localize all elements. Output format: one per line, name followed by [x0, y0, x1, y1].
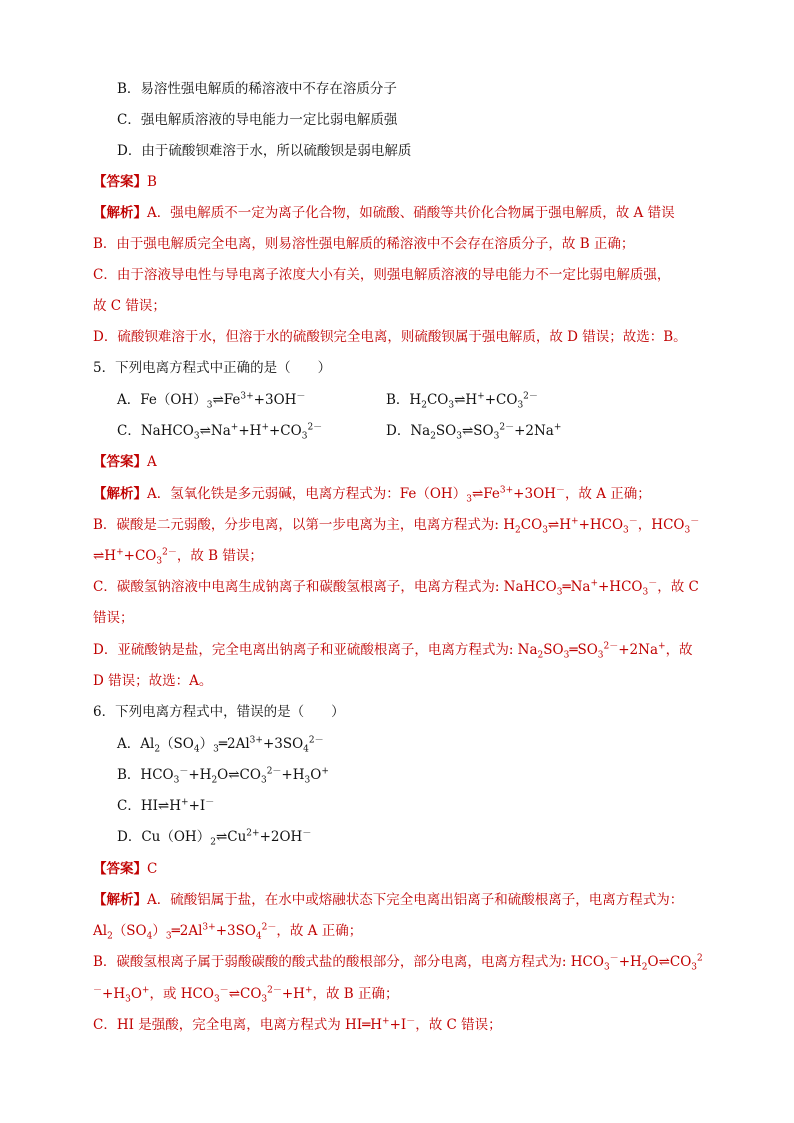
answer-value: C	[147, 861, 158, 877]
q5-analysis-line: B．碳酸是二元弱酸，分步电离，以第一步电离为主，电离方程式为: $H_2CO_3\rightleftharpoons H^++HCO_3^-$，$HCO_3^-$	[93, 516, 700, 536]
q6-analysis-line: C．HI 是强酸，完全电离，电离方程式为 HI═H++I－，故 C 错误；	[93, 1016, 502, 1033]
q6-answer	[93, 860, 157, 878]
q6-option-c: C．HI⇌H++I－	[117, 797, 215, 814]
q5-analysis-line: 【解析】A．氢氧化铁是多元弱碱，电离方程式为：$Fe(OH)_3\rightleftharpoons Fe^{3+}+3OH^-$，故 A 正确；	[93, 485, 651, 505]
q6-analysis-line: $^-+H_3O^+$，或 $HCO_3^-\rightleftharpoons CO_3^{2-}+H^+$，故 B 正确；	[93, 985, 399, 1005]
q5-option-d: D．$Na_2SO_3\rightleftharpoons SO_3^{2-}+2Na^+$	[386, 422, 562, 442]
q5-stem: 5．下列电离方程式中正确的是（ ）	[93, 360, 332, 376]
q5-analysis-line: D 错误；故选：A。	[93, 673, 213, 689]
q4-analysis-line: 故 C 错误；	[93, 298, 166, 314]
answer-tag: 【答案】	[93, 861, 147, 877]
analysis-tag: 【解析】	[93, 486, 147, 502]
q6-analysis-line: B．碳酸氢根离子属于弱酸碳酸的酸式盐的酸根部分，部分电离，电离方程式为: $HCO_3^-+H_2O\rightleftharpoons CO_3^2$	[93, 953, 703, 973]
q4-analysis-line: D．硫酸钡难溶于水，但溶于水的硫酸钡完全电离，则硫酸钡属于强电解质，故 D 错误；故选：B。	[93, 329, 687, 345]
q5-analysis-line: $\rightleftharpoons H^++CO_3^{2-}$，故 B 错误；	[93, 547, 263, 567]
q4-option-d: D．由于硫酸钡难溶于水，所以硫酸钡是弱电解质	[117, 143, 412, 159]
q4-answer	[93, 173, 157, 191]
answer-value: B	[147, 174, 157, 190]
answer-tag: 【答案】	[93, 454, 147, 470]
q5-option-b: B．$H_2CO_3\rightleftharpoons H^++CO_3^{2-}$	[386, 391, 538, 411]
q4-analysis-line: B．由于强电解质完全电离，则易溶性强电解质的稀溶液中不会存在溶质分子，故 B 正确；	[93, 236, 635, 252]
q4-option-c: C．强电解质溶液的导电能力一定比弱电解质强	[117, 112, 398, 128]
q6-analysis-line: $Al_2(SO_4)_3═2Al^{3+}+3SO_4^{2-}$，故 A 正确；	[93, 922, 363, 942]
q5-analysis-line: C．碳酸氢钠溶液中电离生成钠离子和碳酸氢根离子，电离方程式为: $NaHCO_3═Na^++HCO_3^-$，故 C	[93, 578, 699, 598]
q6-option-b: B．$HCO_3^-+H_2O\rightleftharpoons CO_3^{2-}+H_3O^+$	[117, 766, 329, 786]
q6-option-a: A．$Al_2(SO_4)_3═2Al^{3+}+3SO_4^{2-}$	[117, 735, 324, 755]
q4-analysis-line	[93, 204, 675, 222]
q6-analysis-line: 【解析】A．硫酸铝属于盐，在水中或熔融状态下完全电离出铝离子和硫酸根离子，电离方程式为：	[93, 892, 684, 908]
q5-analysis-line: D．亚硫酸钠是盐，完全电离出钠离子和亚硫酸根离子，电离方程式为: $Na_2SO_3═SO_3^{2-}+2Na^+$，故	[93, 641, 693, 661]
analysis-text: A．强电解质不一定为离子化合物，如硫酸、硝酸等共价化合物属于强电解质，故 A 错误	[147, 205, 675, 221]
answer-value: A	[147, 454, 157, 470]
q6-stem: 6．下列电离方程式中，错误的是（ ）	[93, 704, 345, 720]
q5-option-a: A．$Fe(OH)_3\rightleftharpoons Fe^{3+}+3OH^-$	[117, 391, 306, 411]
q6-option-d: D．$Cu(OH)_2\rightleftharpoons Cu^{2+}+2OH^-$	[117, 828, 312, 848]
analysis-tag: 【解析】	[93, 205, 147, 221]
q4-analysis-line: C．由于溶液导电性与导电离子浓度大小有关，则强电解质溶液的导电能力不一定比弱电解质强，	[93, 267, 671, 283]
q5-analysis-line: 错误；	[93, 610, 134, 626]
q4-option-b: B．易溶性强电解质的稀溶液中不存在溶质分子	[117, 81, 397, 97]
answer-tag: 【答案】	[93, 174, 147, 190]
q5-option-c: C．$NaHCO_3\rightleftharpoons Na^++H^++CO_3^{2-}$	[117, 422, 323, 442]
analysis-tag: 【解析】	[93, 892, 147, 908]
q5-answer	[93, 453, 157, 471]
